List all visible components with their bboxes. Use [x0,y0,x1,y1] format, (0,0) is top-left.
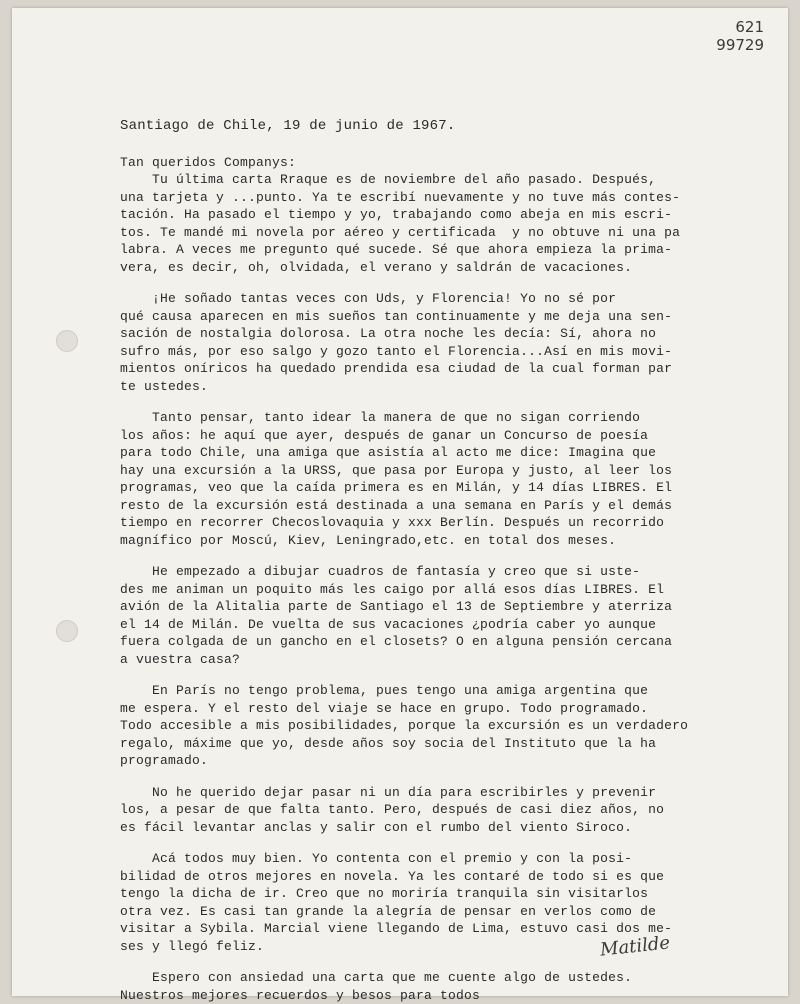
text-line: sación de nostalgia dolorosa. La otra noche les decía: Sí, ahora no [120,325,772,343]
paragraph [120,850,772,955]
paragraph [120,154,772,277]
paragraph-gap [120,395,772,409]
text-line: vera, es decir, oh, olvidada, el verano y saldrán de vacaciones. [120,259,772,277]
punch-hole [56,620,78,642]
text-line: tos. Te mandé mi novela por aéreo y certificada y no obtuve ni una pa [120,224,772,242]
paragraph [120,969,772,1004]
date-line: Santiago de Chile, 19 de junio de 1967. [120,118,772,136]
text-line: sufro más, por eso salgo y gozo tanto el Florencia...Así en mis movi- [120,343,772,361]
text-line: el 14 de Milán. De vuelta de sus vacaciones ¿podría caber yo aunque [120,616,772,634]
text-line: programas, veo que la caída primera es en Milán, y 14 días LIBRES. El [120,479,772,497]
punch-hole [56,330,78,352]
paragraph [120,409,772,549]
text-line: tiempo en recorrer Checoslovaquia y xxx Berlín. Después un recorrido [120,514,772,532]
paragraph-gap [120,549,772,563]
text-line: una tarjeta y ...punto. Ya te escribí nuevamente y no tuve más contes- [120,189,772,207]
text-line: No he querido dejar pasar ni un día para escribirles y prevenir [120,784,772,802]
paragraph-gap [120,955,772,969]
archive-notes [716,18,764,54]
text-line: fuera colgada de un gancho en el closets? O en alguna pensión cercana [120,633,772,651]
letter-page [12,8,788,996]
text-line: otra vez. Es casi tan grande la alegría de pensar en verlos como de [120,903,772,921]
text-line: hay una excursión a la URSS, que pasa por Europa y justo, al leer los [120,462,772,480]
paragraph [120,563,772,668]
text-line: Nuestros mejores recuerdos y besos para todos [120,987,772,1004]
paragraph-gap [120,276,772,290]
text-line: para todo Chile, una amiga que asistía al acto me dice: Imagina que [120,444,772,462]
archive-note: 99729 [716,36,764,54]
paragraph [120,682,772,770]
text-line: programado. [120,752,772,770]
paragraph-gap [120,668,772,682]
text-line: me espera. Y el resto del viaje se hace en grupo. Todo programado. [120,700,772,718]
text-line: ¡He soñado tantas veces con Uds, y Florencia! Yo no sé por [120,290,772,308]
text-line: te ustedes. [120,378,772,396]
text-line: Todo accesible a mis posibilidades, porque la excursión es un verdadero [120,717,772,735]
text-line: visitar a Sybila. Marcial viene llegando de Lima, estuvo casi dos me- [120,920,772,938]
text-line: Tu última carta Rraque es de noviembre del año pasado. Después, [120,171,772,189]
text-line: a vuestra casa? [120,651,772,669]
text-line: magnífico por Moscú, Kiev, Leningrado,etc. en total dos meses. [120,532,772,550]
paragraph-gap [120,770,772,784]
text-line: resto de la excursión está destinada a una semana en París y el demás [120,497,772,515]
text-line: Espero con ansiedad una carta que me cuente algo de ustedes. [120,969,772,987]
text-line: es fácil levantar anclas y salir con el rumbo del viento Siroco. [120,819,772,837]
text-line: tación. Ha pasado el tiempo y yo, trabajando como abeja en mis escri- [120,206,772,224]
text-line: regalo, máxime que yo, desde años soy socia del Instituto que la ha [120,735,772,753]
paragraph [120,290,772,395]
text-line: Acá todos muy bien. Yo contenta con el premio y con la posi- [120,850,772,868]
archive-note: 621 [716,18,764,36]
text-line: labra. A veces me pregunto qué sucede. Sé que ahora empieza la prima- [120,241,772,259]
text-line: Tan queridos Companys: [120,154,772,172]
text-line: He empezado a dibujar cuadros de fantasía y creo que si uste- [120,563,772,581]
text-line: mientos oníricos ha quedado prendida esa ciudad de la cual forman par [120,360,772,378]
text-line: los, a pesar de que falta tanto. Pero, después de casi diez años, no [120,801,772,819]
text-line: En París no tengo problema, pues tengo una amiga argentina que [120,682,772,700]
text-line: qué causa aparecen en mis sueños tan continuamente y me deja una sen- [120,308,772,326]
letter-body [120,118,772,1004]
text-line: ses y llegó feliz. [120,938,772,956]
text-line: avión de la Alitalia parte de Santiago el 13 de Septiembre y aterriza [120,598,772,616]
text-line: los años: he aquí que ayer, después de ganar un Concurso de poesía [120,427,772,445]
paragraph-gap [120,836,772,850]
text-line: Tanto pensar, tanto idear la manera de que no sigan corriendo [120,409,772,427]
text-line: des me animan un poquito más les caigo por allá esos días LIBRES. El [120,581,772,599]
paragraph [120,784,772,837]
text-line: tengo la dicha de ir. Creo que no moriría tranquila sin visitarlos [120,885,772,903]
text-line: bilidad de otros mejores en novela. Ya les contaré de todo si es que [120,868,772,886]
signature: Matilde [599,932,671,960]
